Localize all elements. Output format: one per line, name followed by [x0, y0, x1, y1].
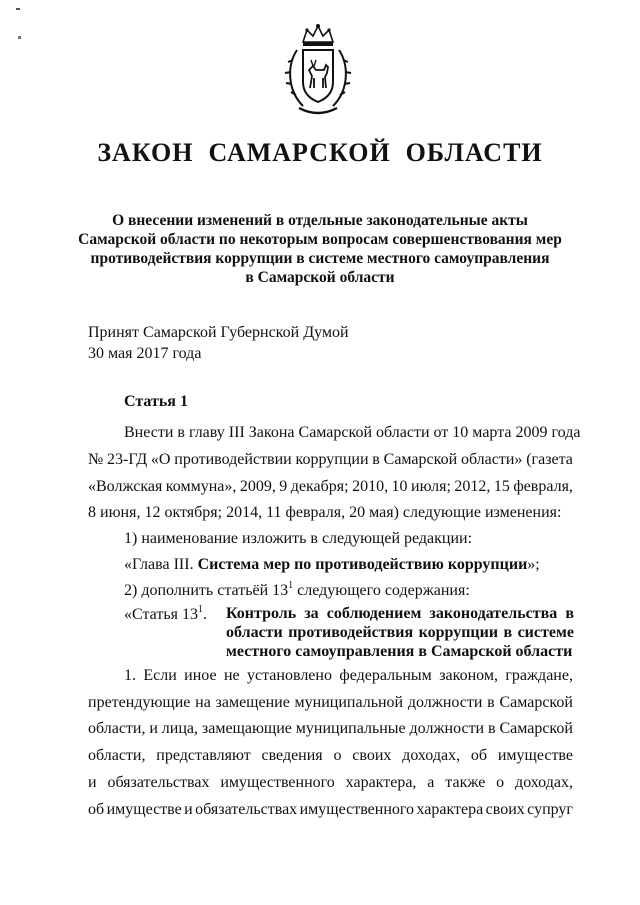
adoption-info [88, 322, 349, 364]
word: об [88, 801, 105, 818]
word: соблюдением [326, 605, 422, 622]
word: должности [409, 720, 485, 737]
word: своих [352, 747, 392, 764]
word: противодействии [174, 451, 292, 468]
word: Самарской [499, 694, 573, 711]
word: системе [517, 624, 574, 641]
word: доходах, [402, 747, 461, 764]
word: коммуна», [165, 478, 237, 495]
word: и [149, 720, 158, 737]
word: № [88, 451, 104, 468]
paragraph-1-line [88, 774, 573, 792]
word: сведения [261, 747, 323, 764]
samara-coat-of-arms-icon [283, 20, 353, 118]
word: замещение [215, 694, 290, 711]
word: области» [460, 451, 523, 468]
word: в [503, 624, 513, 641]
word: февраля, [513, 478, 573, 495]
word: 15 [493, 478, 510, 495]
law-title: ЗАКОН САМАРСКОЙ ОБЛАСТИ [97, 138, 543, 167]
word: супруг [527, 801, 573, 818]
word: 1. [124, 667, 136, 684]
word: претендующие [88, 694, 191, 711]
paragraph-1-line [88, 694, 573, 712]
word: об [470, 747, 488, 764]
word: лица, [161, 720, 199, 737]
word: не [223, 667, 240, 684]
word: Контроль [226, 605, 297, 622]
scan-artifact [16, 8, 20, 10]
article-1-intro-line [88, 478, 573, 496]
word: (газета [526, 451, 573, 468]
word: установлено [247, 667, 332, 684]
word: на [195, 694, 211, 711]
word: Самарской [499, 720, 573, 737]
paragraph-1-line [88, 801, 573, 819]
article-13-1-label: «Статья $13^1$. [124, 604, 207, 623]
word: федеральным [339, 667, 432, 684]
word: декабря; [290, 478, 349, 495]
word: 23-ГД [107, 451, 148, 468]
word: области, [88, 747, 146, 764]
chapter-prefix: «Глава III. [124, 556, 198, 573]
word: 2010, [352, 478, 389, 495]
chapter-title: Система мер по противодействию коррупции [197, 556, 528, 573]
article-13-1-heading-line [226, 623, 574, 642]
word: и [88, 774, 97, 791]
word: области [226, 624, 283, 641]
word: имущественного [220, 774, 335, 791]
word: также [445, 774, 486, 791]
word: имущественного [299, 801, 415, 818]
article-13-1-heading [226, 604, 574, 661]
chapter-suffix: »; [527, 556, 540, 573]
word: имуществе [106, 801, 182, 818]
word: имуществе [497, 747, 573, 764]
word: коррупции [418, 624, 499, 641]
word: 2009, [239, 478, 276, 495]
word: законом, [439, 667, 498, 684]
scan-artifact [18, 36, 21, 39]
word: должности [407, 694, 483, 711]
word: в [487, 694, 495, 711]
paragraph-1-line [88, 720, 573, 738]
paragraph-1-line [124, 667, 573, 685]
word: а [427, 774, 435, 791]
word: иное [184, 667, 217, 684]
subject-line: в Самарской области [245, 269, 395, 286]
word: июля; [411, 478, 451, 495]
word: обязательствах [195, 801, 298, 818]
word: в [488, 720, 496, 737]
article-13-1-heading-line [226, 604, 574, 623]
word: граждане, [505, 667, 573, 684]
article-13-1-heading-line: местного самоуправления в Самарской области [226, 643, 573, 660]
word: 10 [391, 478, 408, 495]
word: противодействия [288, 624, 414, 641]
word: коррупции [295, 451, 369, 468]
word: «О [150, 451, 171, 468]
word: обязательствах [107, 774, 210, 791]
item-1: 1) наименование изложить в следующей редакции: [124, 530, 473, 547]
word: замещающие [201, 720, 292, 737]
word: доходах, [515, 774, 573, 791]
adopted-date: 30 мая 2017 года [88, 345, 202, 362]
word: в [372, 451, 380, 468]
article-1-intro-line: 8 июня, 12 октября; 2014, 11 февраля, 20 мая) следующие изменения: [88, 504, 562, 521]
word: о [496, 774, 505, 791]
word: 2012, [454, 478, 491, 495]
word: Если [143, 667, 177, 684]
article-1-intro-line: Внести в главу III Закона Самарской области от 10 марта 2009 года [124, 424, 581, 441]
word: и [184, 801, 193, 818]
word: представляют [156, 747, 251, 764]
article-1-intro-line [88, 451, 573, 469]
law-subject [70, 211, 570, 287]
chapter-new-title [124, 556, 540, 574]
word: своих [485, 801, 525, 818]
word: законодательства [429, 605, 558, 622]
word: области, [88, 720, 146, 737]
word: муниципальные [295, 720, 406, 737]
subject-line: Самарской области по некоторым вопросам совершенствования мер [78, 231, 562, 248]
word: за [304, 605, 319, 622]
paragraph-1-line [88, 747, 573, 765]
word: муниципальной [294, 694, 404, 711]
word: о [333, 747, 342, 764]
adopted-by: Принят Самарской Губернской Думой [88, 324, 349, 341]
word: характера [416, 801, 484, 818]
subject-line: противодействия коррупции в системе местного самоуправления [90, 250, 550, 267]
item-2: 2) дополнить статьёй $13^1$ следующего содержания: [124, 580, 470, 599]
article-1-heading: Статья 1 [124, 393, 188, 410]
word: 9 [279, 478, 288, 495]
subject-line: О внесении изменений в отдельные законодательные акты [112, 212, 528, 229]
word: в [565, 605, 574, 622]
word: «Волжская [88, 478, 163, 495]
word: характера, [345, 774, 417, 791]
word: Самарской [383, 451, 458, 468]
